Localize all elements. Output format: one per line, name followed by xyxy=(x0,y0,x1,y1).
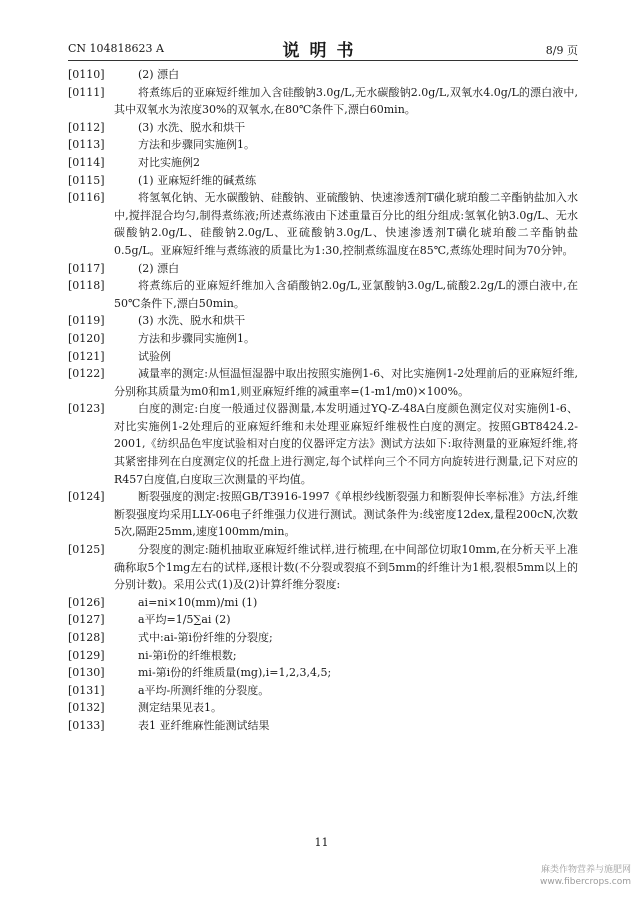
header-rule xyxy=(68,60,578,61)
watermark-url: www.fibercrops.com xyxy=(540,877,631,887)
paragraph-number: [0126] xyxy=(68,595,105,609)
paragraph-text: 方法和步骤同实施例1。 xyxy=(138,138,255,152)
paragraph-text: (1) 亚麻短纤维的碱煮练 xyxy=(138,173,257,187)
paragraph xyxy=(68,348,578,366)
paragraph-number: [0118] xyxy=(68,279,105,293)
paragraph-number: [0133] xyxy=(68,718,105,732)
paragraph-text: 测定结果见表1。 xyxy=(138,701,222,715)
paragraph-number: [0121] xyxy=(68,349,105,363)
paragraph-text: 将煮练后的亚麻短纤维加入含硅酸钠3.0g/L,无水碳酸钠2.0g/L,双氧水4.0g/L的漂白液中,其中双氧水为浓度30%的双氧水,在80℃条件下,漂白60min。 xyxy=(114,85,578,117)
paragraph xyxy=(68,647,578,665)
paragraph xyxy=(68,594,578,612)
paragraph xyxy=(68,488,578,541)
paragraph-text: ai=ni×10(mm)/mi (1) xyxy=(138,595,258,609)
paragraph-text: 分裂度的测定:随机抽取亚麻短纤维试样,进行梳理,在中间部位切取10mm,在分析天平上准确称取5个1mg左右的试样,逐根计数(不分裂或裂痕不到5mm的纤维计为1根,裂根5mm以上的分别计数)。采用公式(1)及(2)计算纤维分裂度: xyxy=(114,543,578,592)
paragraph-number: [0125] xyxy=(68,543,105,557)
paragraph-text: ni-第i份的纤维根数; xyxy=(138,648,237,662)
paragraph xyxy=(68,629,578,647)
paragraph-number: [0123] xyxy=(68,402,105,416)
paragraph-number: [0122] xyxy=(68,367,105,381)
paragraph-text: 将氢氧化钠、无水碳酸钠、硅酸钠、亚硫酸钠、快速渗透剂T磺化琥珀酸二辛酯钠盐加入水中,搅拌混合均匀,制得煮练液;所述煮练液由下述重量百分比的组分组成:氢氧化钠3.0g/L、无水碳酸钠2.0g/L、硅酸钠2.0g/L、亚硫酸钠3.0g/L、快速渗透剂T磺化琥珀酸二辛酯钠盐0.5g/L。亚麻短纤维与煮练液的质量比为1:30,控制煮练温度在85℃,煮练处理时间为70分钟。 xyxy=(114,191,578,257)
paragraph xyxy=(68,664,578,682)
paragraph-number: [0115] xyxy=(68,173,105,187)
paragraph-text: (3) 水洗、脱水和烘干 xyxy=(138,314,246,328)
paragraph-text: a平均=1/5∑ai (2) xyxy=(138,613,231,627)
paragraph-number: [0128] xyxy=(68,631,105,644)
paragraph-number: [0114] xyxy=(68,155,105,169)
paragraph xyxy=(68,682,578,700)
page-header xyxy=(68,34,578,64)
patent-number: CN 104818623 A xyxy=(68,42,164,55)
watermark xyxy=(540,864,631,888)
paragraph xyxy=(68,365,578,400)
paragraph xyxy=(68,611,578,629)
paragraph-number: [0127] xyxy=(68,613,105,627)
paragraph-number: [0120] xyxy=(68,331,105,345)
paragraph-number: [0111] xyxy=(68,85,105,99)
paragraph xyxy=(68,260,578,278)
paragraph-number: [0119] xyxy=(68,314,105,328)
page-indicator: 8/9 页 xyxy=(545,44,578,57)
paragraph xyxy=(68,717,578,735)
paragraph xyxy=(68,136,578,154)
paragraph-number: [0113] xyxy=(68,138,105,152)
paragraph xyxy=(68,312,578,330)
paragraph xyxy=(68,66,578,84)
paragraph-text: 白度的测定:白度一般通过仪器测量,本发明通过YQ-Z-48A白度颜色测定仪对实施例1-6、对比实施例1-2处理后的亚麻短纤维和未处理亚麻短纤维极性白度的测定。按照GBT8424.2-2001,《纺织品色牢度试验相对白度的仪器评定方法》测试方法如下:取待测量的亚麻短纤维,将其紧密排列在白度测定仪的托盘上进行测定,每个试样向三个不同方向旋转进行测量,记下对应的R457白度值,白度取三次测量的平均值。 xyxy=(114,402,578,486)
paragraph-text: 表1 亚纤维麻性能测试结果 xyxy=(138,718,270,732)
paragraph-text: 断裂强度的测定:按照GB/T3916-1997《单根纱线断裂强力和断裂伸长率标准》方法,纤维断裂强度均采用LLY-06电子纤维强力仪进行测试。测试条件为:线密度12dex,量程200cN,次数5次,隔距25mm,速度100mm/min。 xyxy=(114,490,578,539)
paragraph xyxy=(68,541,578,594)
paragraph xyxy=(68,154,578,172)
paragraph-text: 试验例 xyxy=(138,349,171,363)
paragraph-number: [0131] xyxy=(68,683,105,697)
paragraph xyxy=(68,277,578,312)
paragraph-text: 将煮练后的亚麻短纤维加入含硝酸钠2.0g/L,亚氯酸钠3.0g/L,硫酸2.2g/L的漂白液中,在50℃条件下,漂白50min。 xyxy=(114,279,578,310)
paragraph-number: [0110] xyxy=(68,68,105,81)
paragraph xyxy=(68,84,578,119)
paragraph xyxy=(68,172,578,190)
paragraph-number: [0117] xyxy=(68,261,105,275)
paragraph-text: 方法和步骤同实施例1。 xyxy=(138,331,255,345)
watermark-name: 麻类作物营养与施肥网 xyxy=(540,865,631,875)
paragraph-text: 对比实施例2 xyxy=(138,155,200,169)
document-title: 说明书 xyxy=(282,41,364,61)
paragraph-number: [0124] xyxy=(68,490,105,504)
paragraph-text: 减量率的测定:从恒温恒湿器中取出按照实施例1-6、对比实施例1-2处理前后的亚麻短纤维,分别称其质量为m0和m1,则亚麻短纤维的减重率=(1-m1/m0)×100%。 xyxy=(114,367,578,398)
paragraph xyxy=(68,330,578,348)
document-body xyxy=(68,66,578,735)
page-number: 11 xyxy=(314,836,329,849)
paragraph xyxy=(68,699,578,717)
paragraph-number: [0112] xyxy=(68,120,105,134)
paragraph-number: [0116] xyxy=(68,191,105,205)
paragraph-text: (2) 漂白 xyxy=(138,68,180,81)
paragraph-text: a平均-所测纤维的分裂度。 xyxy=(138,683,270,697)
paragraph-text: 式中:ai-第i份纤维的分裂度; xyxy=(138,631,273,644)
paragraph xyxy=(68,400,578,488)
paragraph-number: [0129] xyxy=(68,648,105,662)
paragraph-number: [0130] xyxy=(68,666,105,680)
paragraph-text: mi-第i份的纤维质量(mg),i=1,2,3,4,5; xyxy=(138,666,332,680)
paragraph xyxy=(68,189,578,259)
paragraph-number: [0132] xyxy=(68,701,105,715)
paragraph-text: (2) 漂白 xyxy=(138,261,180,275)
paragraph-text: (3) 水洗、脱水和烘干 xyxy=(138,120,246,134)
paragraph xyxy=(68,119,578,137)
